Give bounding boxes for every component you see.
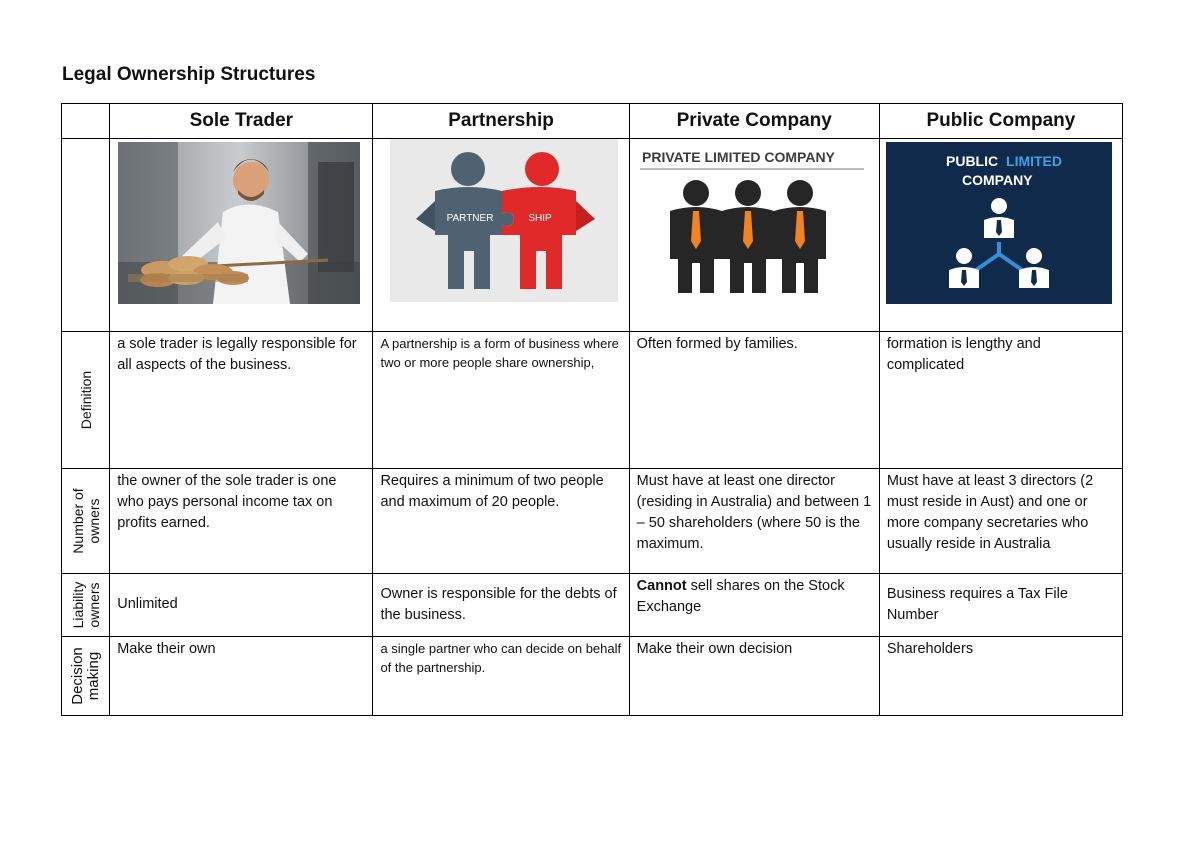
owners-private-company: Must have at least one director (residing in Australia) and between 1 – 50 shareholders (where 50 is the maximum. (636, 473, 872, 552)
definition-sole-trader: a sole trader is legally responsible for all aspects of the business. (117, 336, 357, 373)
definition-private-company: Often formed by families. (636, 336, 798, 352)
liability-partnership: Owner is responsible for the debts of the business. (380, 586, 617, 623)
private-company-banner: PRIVATE LIMITED COMPANY (641, 149, 835, 165)
ship-label: SHIP (528, 213, 553, 224)
private-company-image-cell (629, 139, 879, 332)
number-of-owners-label-cell (62, 469, 110, 574)
partnership-puzzle-image (390, 139, 618, 302)
liability-public-company: Business requires a Tax File Number (886, 586, 1068, 623)
definition-row-label-cell (62, 332, 110, 469)
decision-making-row (62, 637, 1123, 716)
owners-public-company: Must have at least 3 directors (2 must reside in Aust) and one or more company secretaries who usually reside in Australia (886, 473, 1094, 552)
decision-making-label-cell (62, 637, 110, 716)
partnership-image-cell (373, 139, 629, 332)
number-of-owners-label: Number of owners (69, 488, 102, 554)
owners-partnership: Requires a minimum of two people and maximum of 20 people. (380, 473, 604, 510)
public-company-image (886, 142, 1112, 304)
person-left-head (451, 152, 485, 186)
decision-public-company: Shareholders (886, 641, 974, 657)
number-of-owners-row (62, 469, 1123, 574)
owners-sole-trader: the owner of the sole trader is one who pays personal income tax on profits earned. (117, 473, 337, 531)
liability-row (62, 574, 1123, 637)
header-partnership: Partnership (373, 104, 629, 139)
definition-partnership: A partnership is a form of business where two or more people share ownership, (380, 336, 619, 370)
liability-sole-trader: Unlimited (117, 596, 178, 612)
baker-photo (118, 142, 360, 304)
header-private-company: Private Company (629, 104, 879, 139)
decision-partnership: a single partner who can decide on behalf of the partnership. (380, 641, 622, 675)
definition-public-company: formation is lengthy and complicated (886, 336, 1041, 373)
header-sole-trader: Sole Trader (110, 104, 373, 139)
decision-sole-trader: Make their own (117, 641, 216, 657)
liability-label: Liability owners (69, 581, 102, 629)
definition-label: Definition (77, 370, 94, 430)
liability-private-company: Cannot sell shares on the Stock Exchange (636, 578, 845, 615)
decision-making-label: Decision making (68, 647, 102, 705)
decision-private-company: Make their own decision (636, 641, 793, 657)
document-title: Legal Ownership Structures (62, 64, 316, 85)
public-company-image-cell (879, 139, 1122, 332)
public-company-banner-line2: COMPANY (961, 172, 1033, 188)
sole-trader-image-cell (110, 139, 373, 332)
public-company-banner-line1: PUBLIC LIMITED (945, 153, 1062, 169)
definition-row (62, 332, 1123, 469)
ownership-table (61, 103, 1123, 716)
image-row (62, 139, 1123, 332)
liability-label-cell (62, 574, 110, 637)
partner-label: PARTNER (447, 213, 494, 224)
private-company-image (638, 141, 874, 306)
corner-cell (62, 104, 110, 139)
header-row (62, 104, 1123, 139)
image-row-label (62, 139, 110, 332)
person-right-head (525, 152, 559, 186)
header-public-company: Public Company (879, 104, 1122, 139)
